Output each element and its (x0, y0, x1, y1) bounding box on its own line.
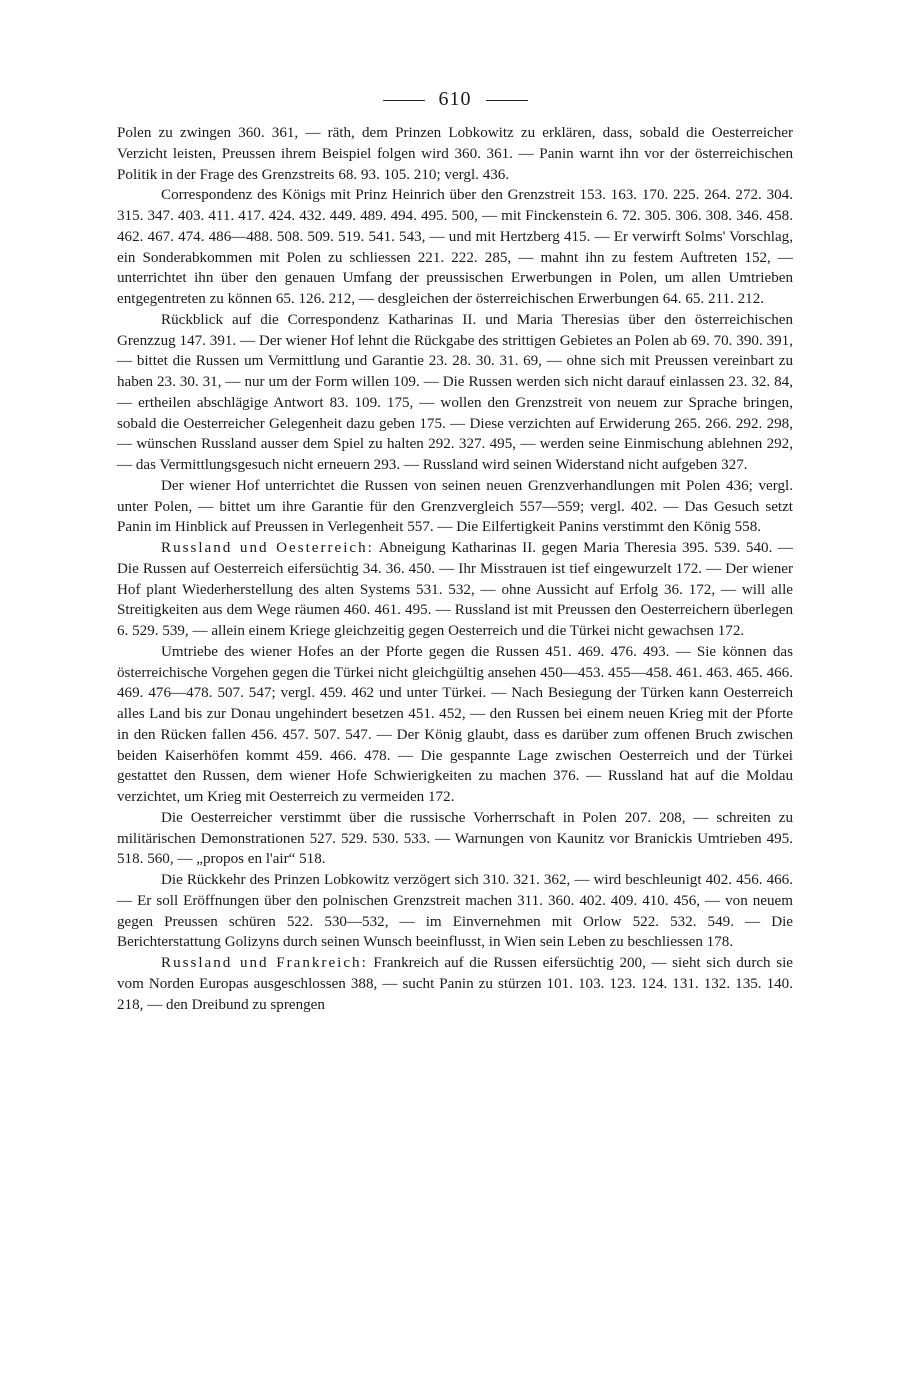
paragraph-text: Polen zu zwingen 360. 361, — räth, dem Prinzen Lobkowitz zu erklären, dass, sobald die Oesterreicher Verzicht leisten, Preussen ihrem Beispiel folgen wird 360. 361. — Panin warnt ihn vor der österreichischen Politik in der Frage des Grenzstreits 68. 93. 105. 210; vergl. 436. (117, 125, 793, 183)
paragraph-text: Rückblick auf die Correspondenz Katharinas II. und Maria Theresias über den österreichischen Grenzzug 147. 391. — Der wiener Hof lehnt die Rückgabe des strittigen Gebietes an Polen ab 69. 70. 390. 391, — bittet die Russen um Vermittlung und Garantie 23. 28. 30. 31. 69, — ohne sich mit Preussen vereinbart zu haben 23. 30. 31, — nur um der Form willen 109. — Die Russen werden sich nicht darauf einlassen 23. 32. 84, — ertheilen abschlägige Antwort 83. 109. 175, — wollen den Grenzstreit von neuem zur Sprache bringen, sobald die Oesterreicher Gelegenheit dazu geben 175. — Diese verzichten auf Erwiderung 265. 266. 292. 298, — wünschen Russland ausser dem Spiel zu halten 292. 327. 495, — werden seine Einmischung ablehnen 292, — das Vermittlungsgesuch nicht erneuern 293. — Russland wird seinen Widerstand nicht aufgeben 327. (117, 311, 793, 473)
paragraph (117, 642, 793, 808)
paragraph (117, 953, 793, 1015)
paragraph (117, 870, 793, 953)
index-text (117, 123, 793, 1015)
paragraph-text: Der wiener Hof unterrichtet die Russen von seinen neuen Grenzverhandlungen mit Polen 436; vergl. unter Polen, — bittet um ihre Garantie für den Grenzvergleich 557—559; vergl. 402. — Das Gesuch setzt Panin im Hinblick auf Preussen in Verlegenheit 557. — Die Eilfertigkeit Panins verstimmt den König 558. (117, 477, 793, 536)
paragraph-text: Umtriebe des wiener Hofes an der Pforte gegen die Russen 451. 469. 476. 493. — Sie können das österreichische Vorgehen gegen die Türkei nicht gleichgültig ansehen 450—453. 455—458. 461. 463. 465. 466. 469. 476—478. 507. 547; vergl. 459. 462 und unter Türkei. — Nach Besiegung der Türken kann Oesterreich alles Land bis zur Donau ungehindert besetzen 451. 452, — den Russen bei einem neuen Krieg mit der Pforte in den Rücken fallen 456. 457. 507. 547. — Der König glaubt, dass es darüber zum offenen Bruch zwischen beiden Kaiserhöfen kommt 459. 466. 478. — Die gespannte Lage zwischen Oesterreich und der Türkei gestattet den Russen, dem wiener Hofe Schwierigkeiten zu machen 376. — Russland hat auf die Moldau verzichtet, um Krieg mit Oesterreich zu vermeiden 172. (117, 643, 793, 805)
entry-heading: Russland und Frankreich: (161, 955, 368, 971)
paragraph (117, 310, 793, 476)
paragraph (117, 185, 793, 310)
paragraph-text: Abneigung Katharinas II. gegen Maria Theresia 395. 539. 540. — Die Russen auf Oesterreich eifersüchtig 34. 36. 450. — Ihr Misstrauen ist tief eingewurzelt 172. — Der wiener Hof plant Wiederherstellung des alten Systems 531. 532, — ohne Aussicht auf Erfolg 36. 172, — will alle Streitigkeiten aus dem Wege räumen 460. 461. 495. — Russland ist mit Preussen den Oesterreichern überlegen 6. 529. 539, — allein einem Kriege gleichzeitig gegen Oesterreich und die Türkei nicht gewachsen 172. (117, 540, 793, 639)
paragraph (117, 538, 793, 642)
page-number-text: 610 (438, 88, 472, 110)
paragraph-text: Die Rückkehr des Prinzen Lobkowitz verzögert sich 310. 321. 362, — wird beschleunigt 402. 456. 466. — Er soll Eröffnungen über den polnischen Grenzstreit machen 311. 360. 402. 409. 410. 456, — von neuem gegen Preussen schüren 522. 530—532, — im Einvernehmen mit Orlow 522. 532. 549. — Die Berichterstattung Golizyns durch seinen Wunsch beeinflusst, in Wien sein Leben zu beschliessen 178. (117, 872, 793, 951)
paragraph (117, 123, 793, 185)
paragraph (117, 476, 793, 538)
folio-dash-left (383, 100, 425, 101)
paragraph-text: Die Oesterreicher verstimmt über die russische Vorherrschaft in Polen 207. 208, — schreiten zu militärischen Demonstrationen 527. 529. 530. 533. — Warnungen von Kaunitz vor Branickis Umtrieben 495. 518. 560, — „propos en l'air“ 518. (117, 809, 793, 868)
paragraph (117, 808, 793, 870)
entry-heading: Russland und Oesterreich: (161, 540, 374, 556)
page-number (117, 88, 793, 111)
paragraph-text: Correspondenz des Königs mit Prinz Heinrich über den Grenzstreit 153. 163. 170. 225. 264. 272. 304. 315. 347. 403. 411. 417. 424. 432. 449. 489. 494. 495. 500, — mit Finckenstein 6. 72. 305. 306. 308. 346. 458. 462. 467. 474. 486—488. 508. 509. 519. 541. 543, — und mit Hertzberg 415. — Er verwirft Solms' Vorschlag, ein Sonderabkommen mit Polen zu schliessen 221. 222. 285, — mahnt ihn zu festem Auftreten 152, — unterrichtet ihn über den genauen Umfang der preussischen Erwerbungen in Polen, um allen Umtrieben entgegentreten zu können 65. 126. 212, — desgleichen der österreichischen Erwerbungen 64. 65. 211. 212. (117, 187, 793, 307)
folio-dash-right (486, 100, 528, 101)
paragraph-text: Frankreich auf die Russen eifersüchtig 200, — sieht sich durch sie vom Norden Europas ausgeschlossen 388, — sucht Panin zu stürzen 101. 103. 123. 124. 131. 132. 135. 140. 218, — den Dreibund zu sprengen (117, 955, 793, 1013)
